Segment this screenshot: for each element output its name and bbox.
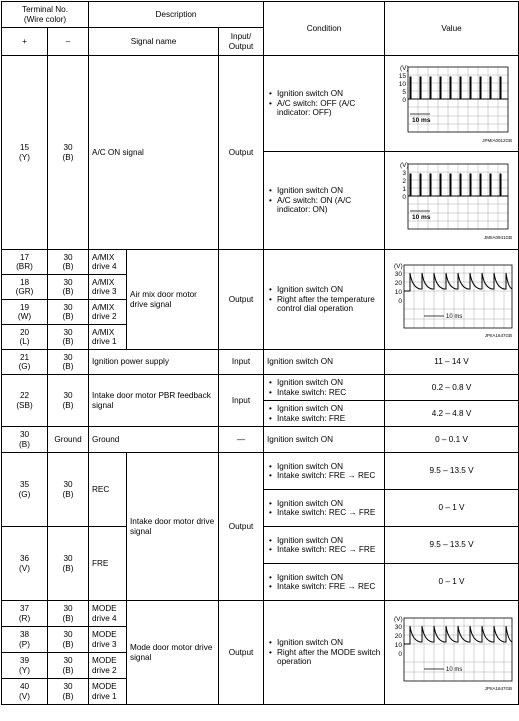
terminal-number: 36 bbox=[19, 554, 30, 564]
terminal-number: 30 bbox=[63, 327, 73, 337]
terminal-plus bbox=[2, 350, 48, 375]
signal-subname: MODE drive 2 bbox=[89, 653, 127, 679]
figure-code: JMIIA0941GB bbox=[483, 234, 512, 240]
waveform-cell bbox=[385, 601, 519, 705]
wave-time-label: 10 ms bbox=[411, 213, 430, 221]
wave-tick: 15 bbox=[398, 72, 406, 80]
terminal-number: 30 bbox=[63, 480, 73, 490]
wire-color: (B) bbox=[62, 563, 74, 573]
wire-color: (B) bbox=[62, 691, 74, 701]
wire-color: (V) bbox=[19, 563, 30, 573]
condition-list bbox=[267, 638, 381, 666]
terminal-plus bbox=[2, 275, 48, 300]
wire-color: (Y) bbox=[19, 152, 30, 162]
condition-cell bbox=[264, 375, 385, 401]
wire-color: (B) bbox=[62, 312, 74, 321]
figure-code: JPMIA0012GB bbox=[481, 137, 512, 143]
terminal-number: 21 bbox=[19, 352, 30, 362]
wire-color-label: (Wire color) bbox=[23, 14, 67, 24]
wire-color: (P) bbox=[19, 639, 30, 649]
signal-name: A/C ON signal bbox=[89, 56, 219, 250]
condition-cell bbox=[264, 152, 385, 250]
wire-color: (G) bbox=[18, 362, 31, 371]
waveform-amix bbox=[390, 260, 514, 340]
terminal-minus bbox=[48, 653, 89, 679]
terminal-number: 30 bbox=[63, 656, 73, 666]
terminal-number: 30 bbox=[63, 630, 73, 640]
terminal-number: 18 bbox=[19, 277, 30, 287]
terminal-minus bbox=[48, 679, 89, 705]
terminal-plus bbox=[2, 653, 48, 679]
signal-group-name: Intake door motor drive signal bbox=[127, 453, 219, 601]
waveform-ac-on bbox=[390, 159, 514, 243]
condition-item: • Ignition switch ON bbox=[277, 462, 381, 471]
signal-subname: REC bbox=[89, 453, 127, 527]
wave-tick: 20 bbox=[394, 279, 402, 287]
terminal-minus bbox=[48, 325, 89, 350]
condition-cell: Ignition switch ON bbox=[264, 427, 385, 453]
minus-header: – bbox=[48, 28, 89, 56]
condition-item: • Ignition switch ON bbox=[277, 378, 381, 387]
wave-time-label: 10 ms bbox=[445, 666, 462, 673]
condition-list bbox=[267, 499, 381, 518]
table-row bbox=[2, 250, 519, 275]
terminal-minus bbox=[48, 453, 89, 527]
terminal-number: 17 bbox=[19, 252, 30, 262]
condition-item: • Right after the MODE switch operation bbox=[277, 648, 381, 667]
terminal-minus: Ground bbox=[48, 427, 89, 453]
condition-item: • Intake switch: FRE → REC bbox=[277, 471, 381, 480]
figure-code: JPIIA1647GB bbox=[484, 332, 512, 338]
terminal-number: 30 bbox=[63, 682, 73, 692]
terminal-number: 30 bbox=[63, 252, 73, 262]
condition-list bbox=[267, 404, 381, 423]
table-row bbox=[2, 375, 519, 401]
wire-color: (G) bbox=[18, 489, 31, 499]
terminal-number: 37 bbox=[19, 604, 30, 614]
waveform-mode bbox=[390, 613, 514, 693]
terminal-minus bbox=[48, 527, 89, 601]
io-type: Output bbox=[219, 56, 264, 250]
terminal-number: 30 bbox=[63, 352, 73, 362]
terminal-minus bbox=[48, 56, 89, 250]
terminal-minus bbox=[48, 300, 89, 325]
wave-unit: (V) bbox=[393, 615, 403, 623]
terminal-plus bbox=[2, 679, 48, 705]
value-cell: 0.2 – 0.8 V bbox=[385, 375, 519, 401]
terminal-plus bbox=[2, 300, 48, 325]
condition-cell bbox=[264, 527, 385, 564]
wave-tick: 3 bbox=[401, 169, 406, 177]
condition-item: • Ignition switch ON bbox=[277, 573, 381, 582]
signal-subname: A/MIX drive 1 bbox=[89, 325, 127, 350]
wire-color: (B) bbox=[62, 337, 74, 346]
signal-subname: FRE bbox=[89, 527, 127, 601]
wave-unit: (V) bbox=[393, 262, 403, 270]
wave-tick: 10 bbox=[394, 641, 402, 649]
table-row bbox=[2, 453, 519, 490]
signal-subname: MODE drive 4 bbox=[89, 601, 127, 627]
wire-color: (Y) bbox=[19, 665, 30, 675]
terminal-minus bbox=[48, 375, 89, 427]
io-header-line1: Input/ bbox=[230, 32, 252, 42]
wire-color: (B) bbox=[62, 152, 74, 162]
terminal-number: 40 bbox=[19, 682, 30, 692]
condition-cell: Ignition switch ON bbox=[264, 350, 385, 375]
wave-tick: 20 bbox=[394, 632, 402, 640]
terminal-plus bbox=[2, 427, 48, 453]
header-row-1 bbox=[2, 2, 519, 28]
condition-cell bbox=[264, 564, 385, 601]
wave-tick: 0 bbox=[401, 96, 406, 104]
condition-item: • Ignition switch ON bbox=[277, 285, 381, 294]
terminal-plus bbox=[2, 601, 48, 627]
signal-subname: A/MIX drive 3 bbox=[89, 275, 127, 300]
condition-list bbox=[267, 573, 381, 592]
wave-tick: 5 bbox=[401, 88, 406, 96]
condition-item: • Ignition switch ON bbox=[277, 186, 381, 195]
condition-item: • Intake switch: REC → FRE bbox=[277, 508, 381, 517]
wave-time-label: 10 ms bbox=[445, 313, 462, 320]
wave-tick: 0 bbox=[397, 650, 402, 658]
signal-subname: A/MIX drive 2 bbox=[89, 300, 127, 325]
terminal-header bbox=[2, 2, 89, 28]
waveform-cell bbox=[385, 152, 519, 250]
terminal-minus bbox=[48, 350, 89, 375]
condition-list bbox=[267, 186, 381, 214]
terminal-number: 35 bbox=[19, 480, 30, 490]
condition-item: • Ignition switch ON bbox=[277, 404, 381, 413]
value-cell: 9.5 – 13.5 V bbox=[385, 453, 519, 490]
signal-name: Ground bbox=[89, 427, 219, 453]
wave-tick: 30 bbox=[394, 270, 402, 278]
wire-color: (L) bbox=[19, 337, 30, 346]
condition-item: • Intake switch: FRE → REC bbox=[277, 582, 381, 591]
terminal-minus bbox=[48, 627, 89, 653]
io-header bbox=[219, 28, 264, 56]
signal-name: Intake door motor PBR feedback signal bbox=[89, 375, 219, 427]
table-row bbox=[2, 350, 519, 375]
wave-tick: 10 bbox=[398, 80, 406, 88]
value-header: Value bbox=[385, 2, 519, 56]
wave-unit: (V) bbox=[399, 161, 409, 169]
wire-color: (B) bbox=[62, 287, 74, 296]
value-cell: 11 – 14 V bbox=[385, 350, 519, 375]
terminal-minus bbox=[48, 250, 89, 275]
io-type: Input bbox=[219, 375, 264, 427]
condition-item: • A/C switch: ON (A/C indicator: ON) bbox=[277, 196, 381, 215]
io-type: Output bbox=[219, 453, 264, 601]
wire-color: (R) bbox=[18, 613, 31, 623]
condition-cell bbox=[264, 453, 385, 490]
terminal-number: 15 bbox=[19, 143, 30, 153]
wave-unit: (V) bbox=[399, 64, 409, 72]
table-row bbox=[2, 56, 519, 152]
condition-item: • Right after the temperature control dial operation bbox=[277, 295, 381, 314]
signal-name-header: Signal name bbox=[89, 28, 219, 56]
figure-code: JPIIA1647GB bbox=[484, 685, 512, 691]
terminal-number: 30 bbox=[19, 430, 30, 440]
terminal-number: 30 bbox=[63, 604, 73, 614]
wave-tick: 2 bbox=[401, 177, 406, 185]
value-cell: 9.5 – 13.5 V bbox=[385, 527, 519, 564]
condition-item: • Ignition switch ON bbox=[277, 536, 381, 545]
wire-color: (B) bbox=[62, 639, 74, 649]
waveform-cell bbox=[385, 250, 519, 350]
condition-cell bbox=[264, 401, 385, 427]
terminal-number: 30 bbox=[63, 143, 73, 153]
value-cell: 4.2 – 4.8 V bbox=[385, 401, 519, 427]
plus-header: + bbox=[2, 28, 48, 56]
wave-tick: 0 bbox=[397, 297, 402, 305]
terminal-number: 30 bbox=[63, 554, 73, 564]
wire-color: (B) bbox=[62, 489, 74, 499]
condition-list bbox=[267, 462, 381, 481]
condition-item: • Ignition switch ON bbox=[277, 638, 381, 647]
wave-tick: 1 bbox=[401, 185, 406, 193]
wire-color: (B) bbox=[62, 665, 74, 675]
terminal-number: 39 bbox=[19, 656, 30, 666]
signal-subname: A/MIX drive 4 bbox=[89, 250, 127, 275]
condition-cell bbox=[264, 601, 385, 705]
io-type: Output bbox=[219, 601, 264, 705]
condition-item: • Intake switch: REC bbox=[277, 388, 381, 397]
terminal-number: 30 bbox=[63, 391, 73, 401]
terminal-no-label: Terminal No. bbox=[22, 5, 68, 15]
waveform-ac-off bbox=[390, 62, 514, 146]
wire-color: (W) bbox=[17, 312, 32, 321]
terminal-number: 20 bbox=[19, 327, 30, 337]
wave-time-label: 10 ms bbox=[411, 116, 430, 124]
signal-subname: MODE drive 3 bbox=[89, 627, 127, 653]
signal-subname: MODE drive 1 bbox=[89, 679, 127, 705]
signal-group-name: Mode door motor drive signal bbox=[127, 601, 219, 705]
io-header-line2: Output bbox=[228, 41, 254, 51]
wave-tick: 30 bbox=[394, 623, 402, 631]
condition-list bbox=[267, 378, 381, 397]
terminal-number: 30 bbox=[63, 302, 73, 312]
terminal-plus bbox=[2, 453, 48, 527]
condition-header: Condition bbox=[264, 2, 385, 56]
wire-color: (GR) bbox=[15, 287, 34, 296]
condition-item: • Intake switch: REC → FRE bbox=[277, 545, 381, 554]
waveform-cell bbox=[385, 56, 519, 152]
terminal-plus bbox=[2, 56, 48, 250]
condition-cell bbox=[264, 490, 385, 527]
wire-color: (V) bbox=[19, 691, 30, 701]
terminal-number: 19 bbox=[19, 302, 30, 312]
condition-list bbox=[267, 89, 381, 117]
terminal-number: 30 bbox=[63, 277, 73, 287]
signal-group-name: Air mix door motor drive signal bbox=[127, 250, 219, 350]
terminal-plus bbox=[2, 325, 48, 350]
value-cell: 0 – 0.1 V bbox=[385, 427, 519, 453]
terminal-minus bbox=[48, 275, 89, 300]
table-row bbox=[2, 601, 519, 627]
table-row bbox=[2, 427, 519, 453]
terminal-minus bbox=[48, 601, 89, 627]
signal-name: Ignition power supply bbox=[89, 350, 219, 375]
condition-list bbox=[267, 285, 381, 313]
terminal-plus bbox=[2, 627, 48, 653]
condition-cell bbox=[264, 56, 385, 152]
io-type: — bbox=[219, 427, 264, 453]
io-type: Output bbox=[219, 250, 264, 350]
value-cell: 0 – 1 V bbox=[385, 564, 519, 601]
terminal-number: 22 bbox=[19, 391, 30, 401]
wire-color: (B) bbox=[62, 400, 74, 410]
wave-tick: 10 bbox=[394, 288, 402, 296]
wave-tick: 0 bbox=[401, 193, 406, 201]
wire-color: (B) bbox=[19, 439, 30, 449]
io-type: Input bbox=[219, 350, 264, 375]
condition-item: • Intake switch: FRE bbox=[277, 414, 381, 423]
value-cell: 0 – 1 V bbox=[385, 490, 519, 527]
condition-cell bbox=[264, 250, 385, 350]
terminal-plus bbox=[2, 527, 48, 601]
description-header: Description bbox=[89, 2, 264, 28]
wire-color: (B) bbox=[62, 362, 74, 371]
wire-color: (B) bbox=[62, 262, 74, 271]
terminal-table bbox=[1, 1, 519, 705]
terminal-plus bbox=[2, 250, 48, 275]
condition-item: • Ignition switch ON bbox=[277, 499, 381, 508]
condition-item: • A/C switch: OFF (A/C indicator: OFF) bbox=[277, 99, 381, 118]
wire-color: (B) bbox=[62, 613, 74, 623]
condition-list bbox=[267, 536, 381, 555]
terminal-number: 38 bbox=[19, 630, 30, 640]
condition-item: • Ignition switch ON bbox=[277, 89, 381, 98]
wire-color: (SB) bbox=[16, 400, 33, 410]
wire-color: (BR) bbox=[16, 262, 33, 271]
terminal-plus bbox=[2, 375, 48, 427]
